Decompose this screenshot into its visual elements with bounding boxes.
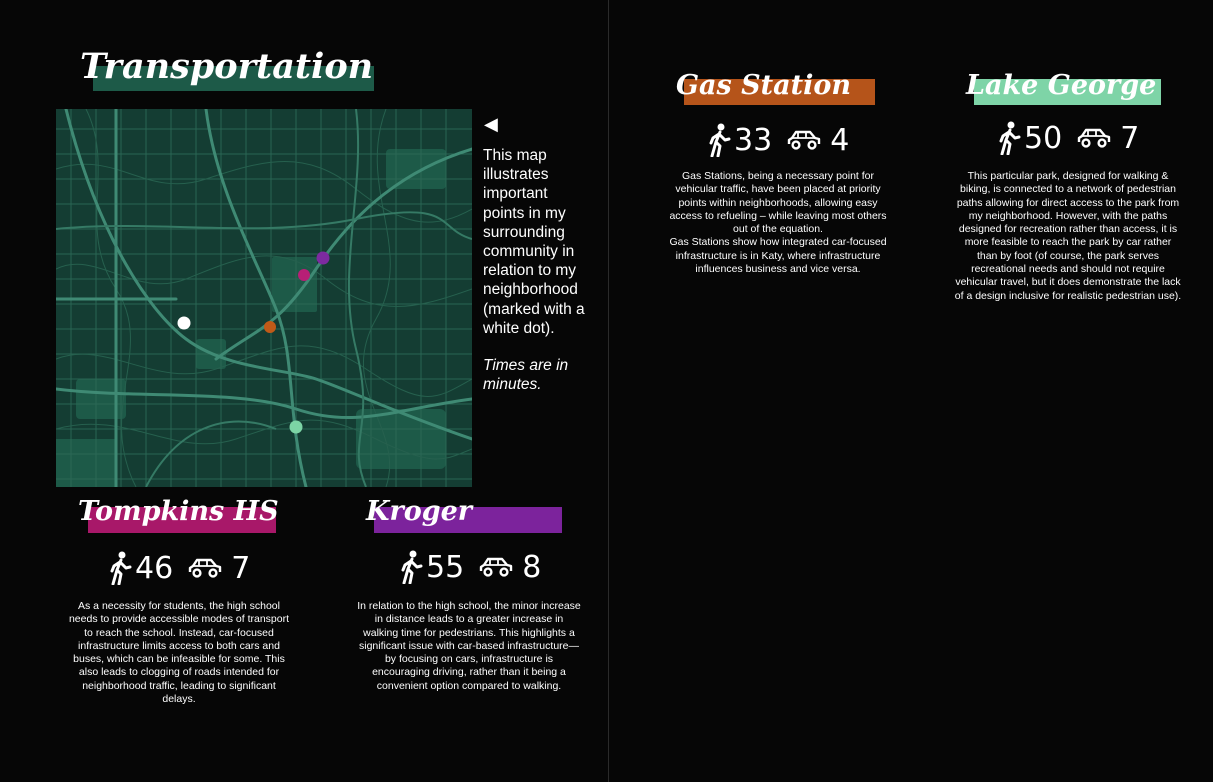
walking-person-icon	[996, 121, 1022, 155]
walking-person-icon	[706, 123, 732, 157]
gas-station-description: Gas Stations, being a necessary point for vehicular traffic, have been placed at priority points within neighborhoods, allowing easy access to refueling – while leaving most others out of the equation. Gas Stations show how integrated car-focused infrastructure is in Katy, where infrastructure influences business and vice versa.	[669, 170, 887, 276]
lake-george-title-block	[966, 70, 1166, 110]
map-canvas	[56, 109, 472, 487]
lake-george-description: This particular park, designed for walking & biking, is connected to a network of pedestrian paths allowing for direct access to the park from my neighborhood. However, with the paths designed for recreation rather than access, it is more feasible to reach the park by car rather than by foot (of course, the park serves recreational needs and should not require vehicular travel, but it does demonstrate the lack of a design inclusive for realistic pedestrian use).	[954, 170, 1182, 302]
car-icon	[786, 129, 822, 151]
walk-minutes: 46	[135, 550, 174, 586]
walk-minutes: 55	[426, 549, 465, 585]
page-title: Transportation	[80, 46, 374, 87]
neighborhood-map[interactable]	[56, 109, 472, 487]
kroger-title-block	[366, 496, 566, 536]
lake-george-title: Lake George	[966, 70, 1157, 101]
back-arrow-icon[interactable]: ◀	[484, 114, 498, 134]
car-icon	[187, 557, 223, 579]
map-marker-gas-station[interactable]	[264, 321, 276, 333]
car-icon	[478, 556, 514, 578]
gas-station-stats	[706, 120, 849, 160]
tompkins-hs-stats	[107, 548, 250, 588]
car-minutes: 7	[1120, 120, 1140, 156]
kroger-title: Kroger	[366, 496, 472, 527]
walking-person-icon	[107, 551, 133, 585]
tompkins-hs-description: As a necessity for students, the high school needs to provide accessible modes of transport to reach the school. Instead, car-focused infrastructure limits access to both cars and buses, which can be infeasible for some. This also leads to clogging of roads intended for neighborhood traffic, leading to significant delays.	[68, 600, 290, 706]
kroger-stats	[398, 547, 541, 587]
kroger-description: In relation to the high school, the minor increase in distance leads to a greater increase in walking time for pedestrians. This highlights a significant issue with car-based infrastructure—by focusing on cars, infrastructure is encouraging driving, rather than it being a convenient option compared to walking.	[357, 600, 581, 692]
car-icon	[1076, 127, 1112, 149]
lake-george-stats	[996, 118, 1139, 158]
page-divider	[608, 0, 609, 782]
walking-person-icon	[398, 550, 424, 584]
gas-station-title: Gas Station	[676, 70, 851, 101]
map-marker-kroger[interactable]	[317, 252, 330, 265]
gas-station-title-block	[676, 70, 876, 110]
car-minutes: 4	[830, 122, 850, 158]
map-note: Times are in minutes.	[483, 357, 569, 394]
map-marker-home[interactable]	[178, 317, 191, 330]
walk-minutes: 33	[734, 122, 773, 158]
car-minutes: 7	[231, 550, 251, 586]
tompkins-hs-title: Tompkins HS	[78, 496, 279, 527]
page-title-block	[80, 46, 380, 96]
tompkins-hs-title-block	[78, 496, 278, 536]
map-marker-lake-george[interactable]	[290, 421, 303, 434]
map-caption: This map illustrates important points in my surrounding community in relation to my neighborhood (marked with a white dot).	[483, 147, 585, 337]
walk-minutes: 50	[1024, 120, 1063, 156]
map-marker-tompkins-hs[interactable]	[298, 269, 310, 281]
car-minutes: 8	[522, 549, 542, 585]
